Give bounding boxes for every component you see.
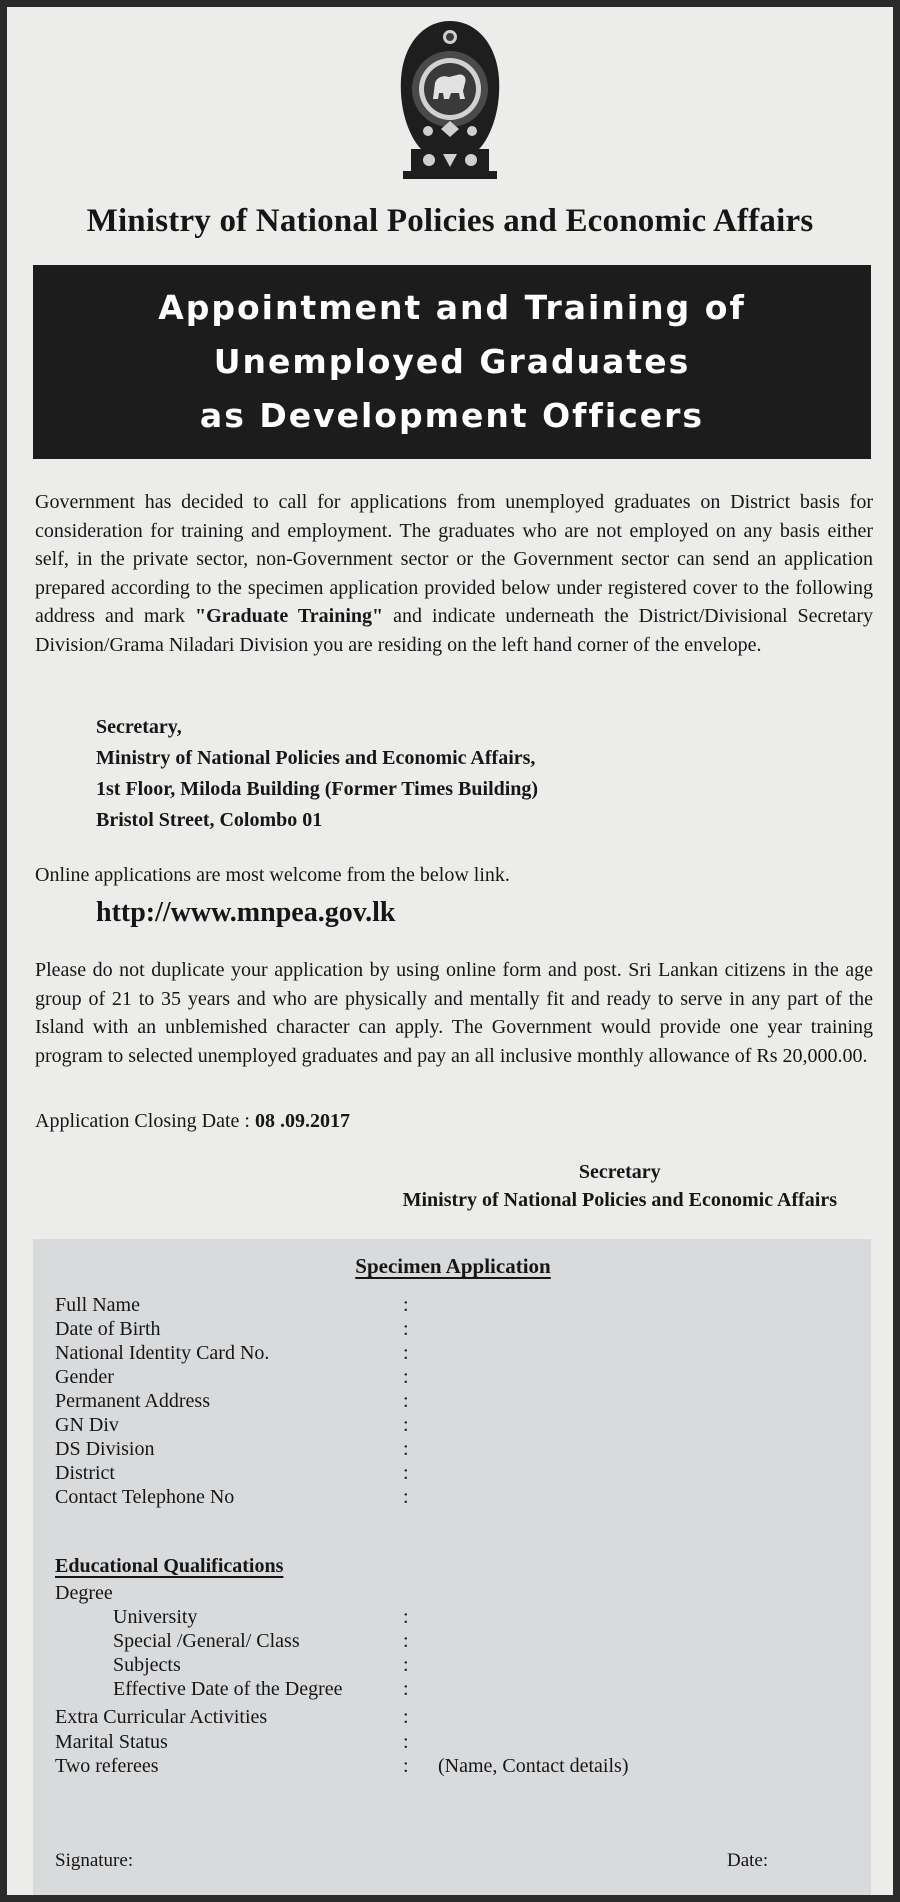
form-label-extra-curricular: Extra Curricular Activities [55,1706,268,1728]
form-colon: : [403,1486,409,1508]
address-line-4: Bristol Street, Colombo 01 [96,809,323,831]
headline-line-2: Unemployed Graduates [213,342,691,381]
signoff [403,1158,837,1214]
form-label-ds-division: DS Division [55,1438,155,1460]
intro-text-part1: Government has decided to call for applications from unemployed graduates on District basis for consideration for training and employment. The graduates who are not employed on any basis either self, in the private sector, non-Government sector or the Government sector can send an application prepared according to the specimen application provided below under registered cover to the following address and mark [35,491,873,627]
form-label-degree-date: Effective Date of the Degree [113,1678,343,1700]
closing-date-label: Application Closing Date : [35,1110,255,1132]
form-label-subjects: Subjects [113,1654,181,1676]
headline-line-1: Appointment and Training of [158,288,746,327]
online-note: Online applications are most welcome from the below link. [35,864,510,886]
form-colon: : [403,1438,409,1460]
address-line-1: Secretary, [96,716,182,738]
form-label-district: District [55,1462,115,1484]
advertisement-page [7,7,893,1895]
form-label-contact-telephone: Contact Telephone No [55,1486,235,1508]
website-link[interactable]: http://www.mnpea.gov.lk [96,897,396,928]
specimen-application-form [33,1239,871,1895]
signature-label: Signature: [55,1850,134,1871]
form-colon: : [403,1294,409,1316]
form-colon: : [403,1678,409,1700]
form-colon: : [403,1342,409,1364]
intro-paragraph [35,488,873,659]
form-colon: : [403,1366,409,1388]
form-label-degree: Degree [55,1582,113,1604]
signoff-title: Secretary [578,1161,661,1183]
postal-address [96,712,538,836]
ministry-header: Ministry of National Policies and Economic Affairs [86,203,814,239]
graduate-training-mark: "Graduate Training" [194,605,384,627]
form-colon: : [403,1606,409,1628]
form-colon: : [403,1318,409,1340]
closing-date-value: 08 .09.2017 [254,1110,350,1132]
form-colon: : [403,1390,409,1412]
form-label-university: University [113,1606,198,1628]
form-label-marital-status: Marital Status [55,1731,168,1753]
form-colon: : [403,1462,409,1484]
form-colon: : [403,1755,409,1777]
address-line-2: Ministry of National Policies and Economic Affairs, [96,747,536,769]
form-colon: : [403,1654,409,1676]
form-label-gn-div: GN Div [55,1414,119,1436]
form-colon: : [403,1731,409,1753]
educational-qualifications-heading: Educational Qualifications [55,1555,284,1577]
form-colon: : [403,1414,409,1436]
conditions-paragraph: Please do not duplicate your application by using online form and post. Sri Lankan citizens in the age group of 21 to 35 years and who are physically and mentally fit and ready to serve in any part of the Island with an unblemished character can apply. The Government would provide one year training program to selected unemployed graduates and pay an all inclusive monthly allowance of Rs 20,000.00. [35,959,873,1067]
referee-note: (Name, Contact details) [438,1755,629,1777]
form-label-nic: National Identity Card No. [55,1342,270,1364]
form-label-full-name: Full Name [55,1294,140,1316]
form-label-two-referees: Two referees [55,1755,159,1777]
form-label-date-of-birth: Date of Birth [55,1318,161,1340]
form-label-permanent-address: Permanent Address [55,1390,210,1412]
signoff-organisation: Ministry of National Policies and Economic Affairs [402,1189,837,1211]
headline-line-3: as Development Officers [199,396,705,435]
national-emblem-icon [393,17,507,185]
form-label-gender: Gender [55,1366,114,1388]
form-colon: : [403,1630,409,1652]
date-label: Date: [727,1850,769,1871]
closing-date [35,1110,350,1133]
form-colon: : [403,1706,409,1728]
headline-banner [33,265,871,459]
form-label-class: Special /General/ Class [113,1630,300,1652]
address-line-3: 1st Floor, Miloda Building (Former Times Building) [96,778,539,800]
form-title: Specimen Application [355,1254,551,1278]
intro-text-part2: and indicate underneath the District/Divisional Secretary Division/Grama Niladari Division you are residing on the left hand corner of the envelope. [35,605,874,656]
